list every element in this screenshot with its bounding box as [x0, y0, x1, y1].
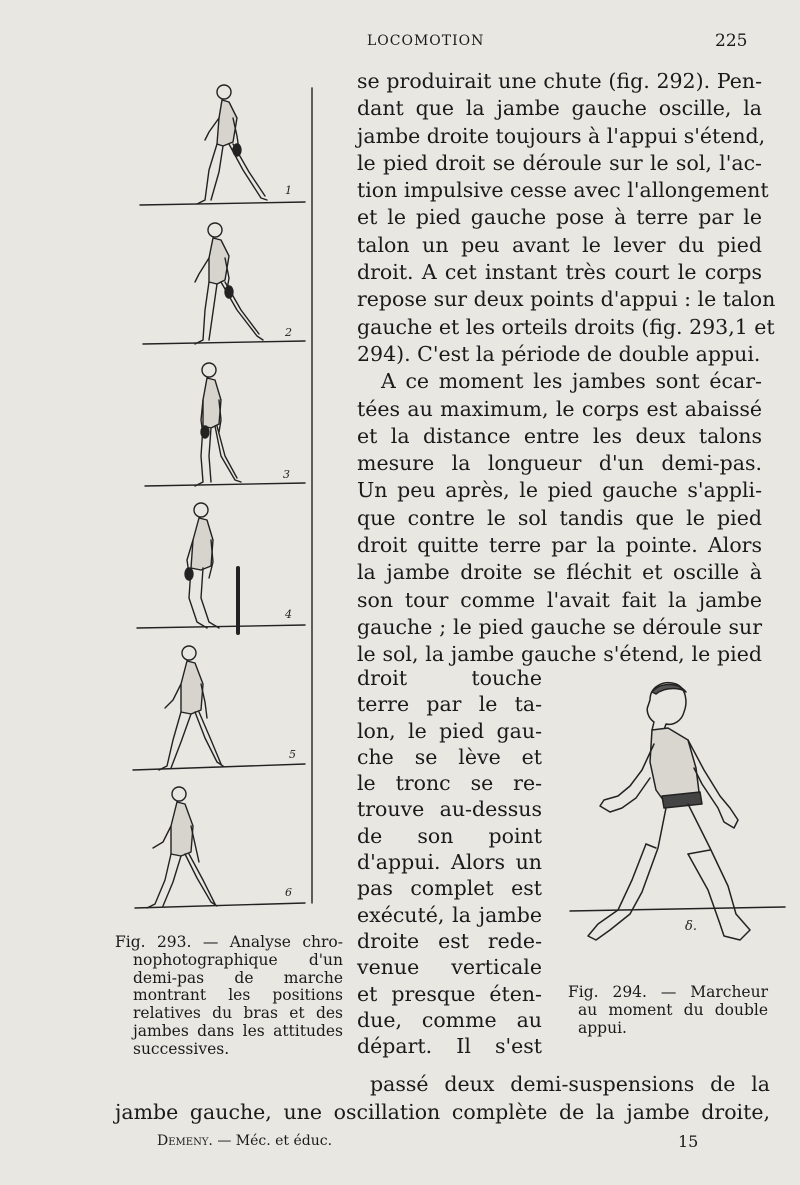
text-line: pas complet est	[357, 876, 542, 901]
text-line: due, comme au	[357, 1007, 542, 1032]
text-line: droite est rede-	[357, 928, 542, 953]
walker-frame-5	[133, 646, 305, 770]
text-line: son tour comme l'avait fait la jambe	[357, 587, 762, 612]
caption-line: au moment du double	[578, 1001, 768, 1019]
frame-number-4: 4	[285, 608, 292, 621]
figure-293-illustration	[125, 78, 325, 918]
text-line: exécuté, la jambe	[357, 902, 542, 927]
footer-author: Demeny	[157, 1133, 209, 1149]
text-line: repose sur deux points d'appui : le talon	[357, 287, 776, 312]
running-header: LOCOMOTION	[367, 33, 485, 49]
body-text-narrow-column	[357, 665, 542, 1059]
text-line: se produirait une chute (fig. 292). Pen-	[357, 69, 762, 93]
text-line: de son point	[357, 823, 542, 848]
text-line: passé deux demi-suspensions de la	[370, 1072, 770, 1096]
caption-line: appui.	[578, 1019, 627, 1037]
text-line: mesure la longueur d'un demi-pas.	[357, 451, 762, 476]
footer-citation: Demeny. — Méc. et éduc.	[157, 1133, 333, 1149]
text-line: droit. A cet instant très court le corps	[357, 260, 762, 285]
text-line: Un peu après, le pied gauche s'appli-	[357, 478, 762, 503]
text-line: et le pied gauche pose à terre par le	[357, 205, 762, 230]
figure-293-caption	[115, 934, 343, 1059]
text-line: gauche ; le pied gauche se déroule sur	[357, 614, 762, 639]
caption-line: Fig. 293. — Analyse chro-	[115, 933, 343, 951]
text-line: jambe gauche, une oscillation complète de la jambe droite,	[115, 1100, 770, 1124]
text-line: 294). C'est la période de double appui.	[357, 341, 761, 366]
text-line: le tronc se re-	[357, 771, 542, 796]
frame-number-1: 1	[285, 184, 292, 197]
caption-line: demi-pas de marche	[133, 968, 343, 987]
text-line: et la distance entre les deux talons	[357, 423, 762, 448]
walker-frame-6	[135, 787, 305, 908]
text-line: d'appui. Alors un	[357, 850, 542, 875]
text-line: venue verticale	[357, 955, 542, 980]
caption-line: nophotographique d'un	[133, 950, 343, 969]
frame-number-2: 2	[285, 326, 292, 339]
text-line: et presque éten-	[357, 981, 542, 1006]
caption-line: Fig. 294. — Marcheur	[568, 983, 768, 1001]
text-line: dant que la jambe gauche oscille, la	[357, 96, 762, 121]
text-line: le sol, la jambe gauche s'étend, le pied	[357, 642, 762, 667]
frame-number-5: 5	[289, 748, 296, 761]
text-line: trouve au-dessus	[357, 797, 542, 822]
text-line: droit touche	[357, 666, 542, 690]
text-line: le pied droit se déroule sur le sol, l'ac-	[357, 150, 762, 175]
figure-294-caption	[568, 983, 768, 1037]
text-line: départ. Il s'est	[357, 1034, 542, 1059]
footer-title: — Méc. et éduc.	[217, 1133, 333, 1149]
text-line: che se lève et	[357, 744, 542, 769]
caption-line: relatives du bras et des	[133, 1004, 343, 1023]
frame-number-3: 3	[283, 468, 290, 481]
walker-frame-4	[137, 503, 305, 633]
walker-frame-1	[140, 85, 305, 205]
walker-frame-2	[143, 223, 305, 344]
signature-mark: 15	[678, 1132, 699, 1151]
figure-294-mark: δ.	[685, 919, 697, 934]
text-line: gauche et les orteils droits (fig. 293,1 et	[357, 314, 775, 339]
text-line: talon un peu avant le lever du pied	[357, 232, 762, 257]
caption-line: montrant les positions	[133, 986, 343, 1005]
walker-frame-3	[145, 363, 305, 486]
figure-294-illustration	[570, 678, 790, 968]
text-line: que contre le sol tandis que le pied	[357, 505, 762, 530]
text-line: tées au maximum, le corps est abaissé	[357, 396, 762, 421]
text-line: terre par le ta-	[357, 692, 542, 717]
caption-line: jambes dans les attitudes	[133, 1021, 343, 1040]
text-line: droit quitte terre par la pointe. Alors	[357, 533, 762, 558]
text-line: jambe droite toujours à l'appui s'étend,	[357, 123, 766, 148]
text-line: lon, le pied gau-	[357, 718, 542, 743]
text-line: tion impulsive cesse avec l'allongement	[357, 178, 769, 203]
body-text	[357, 68, 776, 669]
text-line: la jambe droite se fléchit et oscille à	[357, 560, 762, 585]
frame-number-6: 6	[285, 886, 292, 899]
text-line: A ce moment les jambes sont écar-	[381, 369, 762, 394]
caption-line: successives.	[133, 1039, 230, 1058]
body-text-bottom	[115, 1070, 770, 1126]
page-number: 225	[715, 31, 748, 51]
